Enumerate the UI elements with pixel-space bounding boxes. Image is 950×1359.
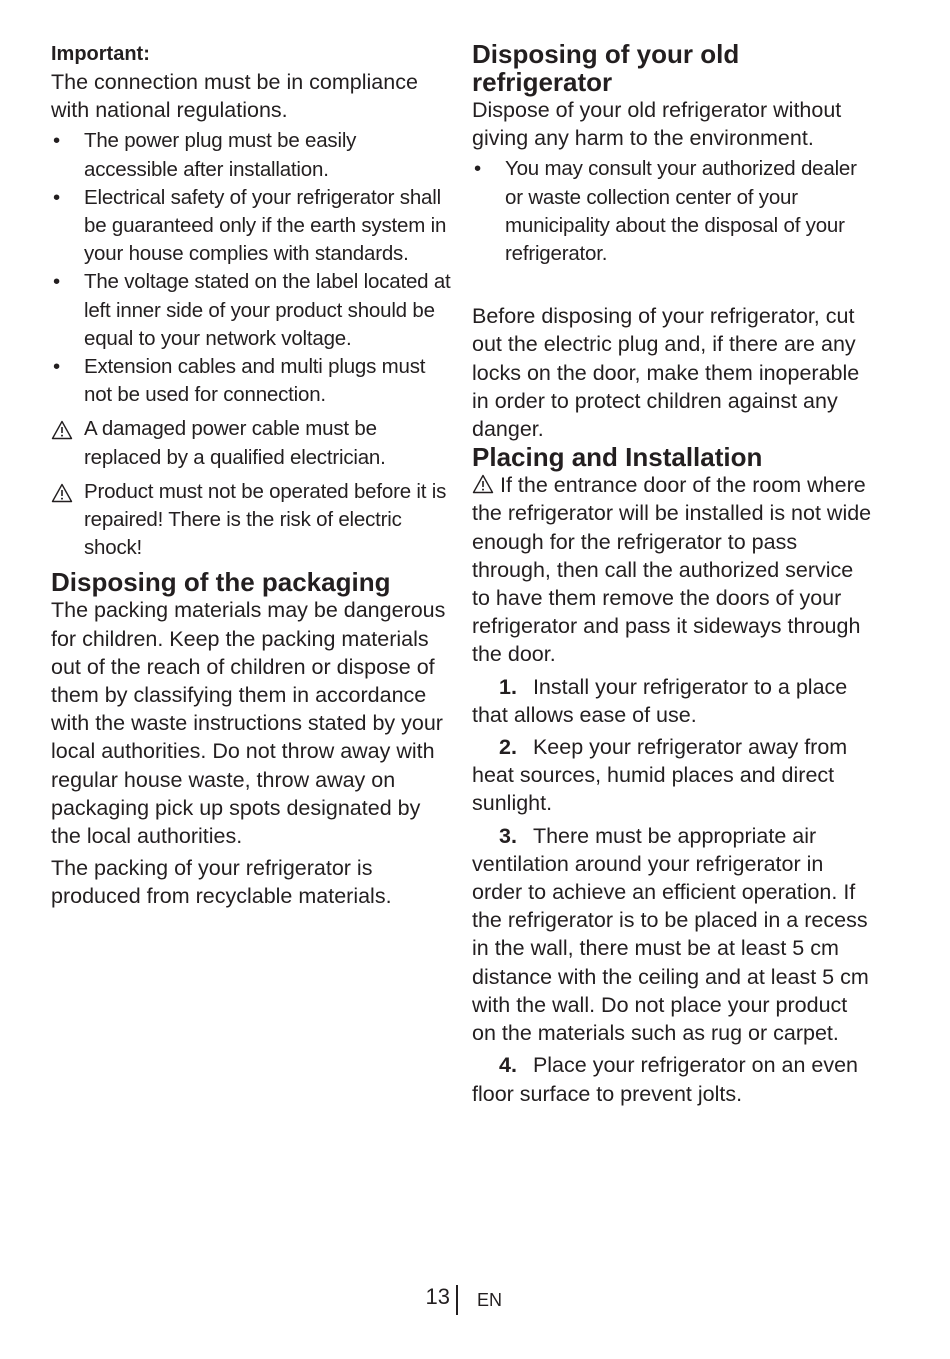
install-step-1: 1. Install your refrigerator to a place that allows ease of use. bbox=[472, 674, 848, 727]
placing-heading: Placing and Installation bbox=[472, 442, 763, 473]
page-number: 13 bbox=[425, 1284, 450, 1309]
warning-triangle-icon bbox=[51, 483, 73, 503]
list-item: • The voltage stated on the label located at left inner side of your product should be equal to your network voltage. bbox=[53, 270, 451, 350]
bullet-icon: • bbox=[53, 185, 60, 209]
page-footer bbox=[0, 1283, 950, 1323]
right-column bbox=[472, 40, 872, 1108]
bullet-icon: • bbox=[53, 129, 60, 153]
step-number: 3. bbox=[499, 823, 517, 848]
warning-triangle-icon bbox=[51, 420, 73, 440]
old-refrigerator-heading: Disposing of your old refrigerator bbox=[472, 39, 740, 97]
placing-warning: If the entrance door of the room where the refrigerator will be installed is not wide enough for the refrigerator to pass through, then call the authorized service to have them remove the doors of your refrigerator and pass it sideways through the door. bbox=[472, 473, 872, 667]
step-number: 4. bbox=[499, 1053, 517, 1078]
plug-cut-paragraph: Before disposing of your refrigerator, cut out the electric plug and, if there are any locks on the door, make them inoperable in order to protect children against any danger. bbox=[472, 304, 860, 442]
important-label: Important: bbox=[51, 43, 150, 65]
language-code: EN bbox=[477, 1290, 503, 1310]
warning-triangle-icon bbox=[472, 474, 494, 494]
list-item: • Electrical safety of your refrigerator shall be guaranteed only if the earth system in your house complies with standards. bbox=[53, 185, 447, 266]
disposal-bullet-list bbox=[472, 155, 872, 268]
step-number: 2. bbox=[499, 735, 517, 760]
packaging-heading: Disposing of the packaging bbox=[51, 567, 391, 598]
bullet-icon: • bbox=[474, 157, 481, 181]
recycling-paragraph: The packing of your refrigerator is produced from recyclable materials. bbox=[51, 856, 392, 909]
warning-note-cable: A damaged power cable must be replaced by a qualified electrician. bbox=[51, 415, 451, 471]
warning-note-repair: Product must not be operated before it is repaired! There is the risk of electric shock! bbox=[51, 478, 451, 563]
important-text: The connection must be in compliance with national regulations. bbox=[51, 70, 418, 123]
install-step-2: 2. Keep your refrigerator away from heat sources, humid places and direct sunlight. bbox=[472, 735, 848, 816]
bullet-icon: • bbox=[53, 270, 60, 294]
connection-bullet-list bbox=[51, 127, 451, 409]
footer-divider bbox=[456, 1285, 458, 1315]
install-step-3: 3. There must be appropriate air ventilation around your refrigerator in order to achieve an efficient operation. If the refrigerator is to be placed in a recess in the wall, there must be at least 5 cm distance with the ceiling and at least 5 cm with the wall. Do not place your product on the materials such as rug or carpet. bbox=[472, 823, 869, 1046]
left-column bbox=[51, 40, 451, 911]
old-refrigerator-intro: Dispose of your old refrigerator without giving any harm to the environment. bbox=[472, 98, 842, 151]
list-item: • Extension cables and multi plugs must not be used for connection. bbox=[53, 355, 426, 407]
list-item: • The power plug must be easily accessible after installation. bbox=[53, 129, 357, 181]
step-number: 1. bbox=[499, 674, 517, 699]
install-step-4: 4. Place your refrigerator on an even floor surface to prevent jolts. bbox=[472, 1053, 859, 1106]
packaging-paragraph: The packing materials may be dangerous for children. Keep the packing materials out of the reach of children or dispose of them by classifying them in accordance with the waste instructions stated by your local authorities. Do not throw away with regular house waste, throw away on packaging pick up spots designated by the local authorities. bbox=[51, 598, 446, 849]
list-item: • You may consult your authorized dealer or waste collection center of your municipality about the disposal of your refrigerator. bbox=[474, 157, 857, 266]
bullet-icon: • bbox=[53, 355, 60, 379]
